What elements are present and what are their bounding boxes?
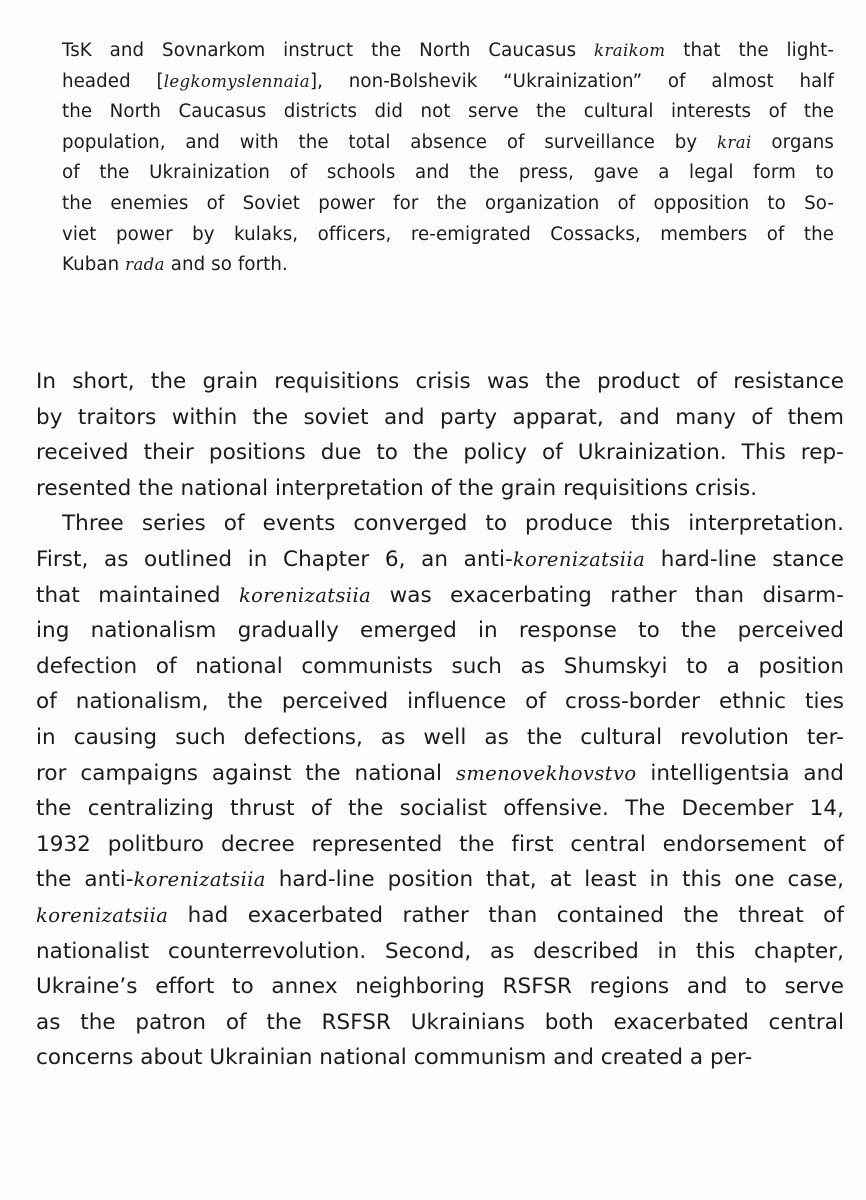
text-run: the centralizing thrust of the socialist offensive. The December 14, xyxy=(36,796,844,822)
text-run: viet power by kulaks, officers, re-emigrated Cossacks, members of the xyxy=(62,223,834,245)
text-line xyxy=(36,862,844,898)
text-run: the North Caucasus districts did not serve the cultural interests of the xyxy=(62,101,834,123)
text-run: ing nationalism gradually emerged in response to the perceived xyxy=(36,618,844,644)
text-line xyxy=(36,1040,844,1076)
block-quote xyxy=(62,36,834,281)
text-line xyxy=(36,1005,844,1041)
text-line xyxy=(62,128,834,159)
text-line xyxy=(62,220,834,251)
text-run: had exacerbated rather than contained the threat of xyxy=(168,902,844,928)
text-run: nationalist counterrevolution. Second, as described in this chapter, xyxy=(36,938,844,964)
italic-term: rada xyxy=(125,255,165,275)
text-run: ror campaigns against the national xyxy=(36,760,456,786)
text-line xyxy=(62,67,834,98)
text-line xyxy=(36,934,844,970)
text-line xyxy=(62,189,834,220)
italic-term: korenizatsiia xyxy=(238,583,372,607)
text-run: hard-line position that, at least in this one case, xyxy=(265,867,844,893)
text-run: hard-line stance xyxy=(645,546,845,572)
text-run: the anti- xyxy=(36,867,134,893)
text-line xyxy=(62,36,834,67)
text-line xyxy=(62,250,834,281)
text-run: 1932 politburo decree represented the first central endorsement of xyxy=(36,831,844,857)
paragraph-2 xyxy=(36,506,844,1076)
text-run: of nationalism, the perceived influence of cross-border ethnic ties xyxy=(36,689,844,715)
text-run: Three series of events converged to produce this interpretation. xyxy=(62,511,844,537)
text-run: in causing such defections, as well as the cultural revolution ter- xyxy=(36,724,844,750)
text-line xyxy=(36,684,844,720)
italic-term: smenovekhovstvo xyxy=(455,761,637,785)
text-line xyxy=(36,613,844,649)
text-line xyxy=(36,791,844,827)
text-line xyxy=(36,756,844,792)
text-line xyxy=(36,720,844,756)
italic-term: krai xyxy=(717,132,752,152)
text-run: intelligentsia and xyxy=(636,760,845,786)
text-line xyxy=(36,578,844,614)
main-text xyxy=(36,364,844,1076)
text-line xyxy=(36,649,844,685)
text-run: that maintained xyxy=(36,582,239,608)
text-run: was exacerbating rather than disarm- xyxy=(371,582,844,608)
text-line xyxy=(62,97,834,128)
text-run: as the patron of the RSFSR Ukrainians both exacerbated central xyxy=(36,1009,844,1035)
italic-term: korenizatsiia xyxy=(512,547,646,571)
text-run: Ukraine’s effort to annex neighboring RSFSR regions and to serve xyxy=(36,974,844,1000)
text-run: that the light- xyxy=(665,40,834,61)
text-run: the enemies of Soviet power for the organization of opposition to So- xyxy=(62,192,834,214)
text-line xyxy=(36,898,844,934)
text-run: by traitors within the soviet and party apparat, and many of them xyxy=(36,404,844,430)
text-run: resented the national interpretation of the grain requisitions crisis. xyxy=(36,475,758,501)
text-line xyxy=(36,542,844,578)
text-run: ], non-Bolshevik “Ukrainization” of almost half xyxy=(309,70,834,92)
text-run: received their positions due to the policy of Ukrainization. This rep- xyxy=(36,440,844,466)
text-run: defection of national communists such as Shumskyi to a position xyxy=(36,653,844,679)
text-run: organs xyxy=(751,131,834,153)
text-run: of the Ukrainization of schools and the press, gave a legal form to xyxy=(62,162,834,184)
text-run: Kuban xyxy=(62,254,126,276)
text-line xyxy=(36,435,844,471)
text-line xyxy=(36,471,844,507)
text-run: and so forth. xyxy=(164,254,288,276)
paragraph-1 xyxy=(36,364,844,506)
italic-term: korenizatsiia xyxy=(133,868,266,892)
text-line xyxy=(36,969,844,1005)
text-line xyxy=(36,364,844,400)
text-run: First, as outlined in Chapter 6, an anti- xyxy=(36,546,513,572)
text-line xyxy=(36,506,844,542)
text-line xyxy=(62,158,834,189)
italic-term: korenizatsiia xyxy=(36,903,169,927)
text-run: In short, the grain requisitions crisis was the product of resistance xyxy=(36,369,844,394)
text-run: population, and with the total absence of surveillance by xyxy=(62,131,718,153)
text-run: TsK and Sovnarkom instruct the North Caucasus xyxy=(62,40,595,61)
text-run: concerns about Ukrainian national communism and created a per- xyxy=(36,1045,753,1071)
italic-term: legkomyslennaia xyxy=(163,71,310,91)
text-run: headed [ xyxy=(62,70,164,92)
text-line xyxy=(36,827,844,863)
italic-term: kraikom xyxy=(594,41,666,60)
text-line xyxy=(36,400,844,436)
